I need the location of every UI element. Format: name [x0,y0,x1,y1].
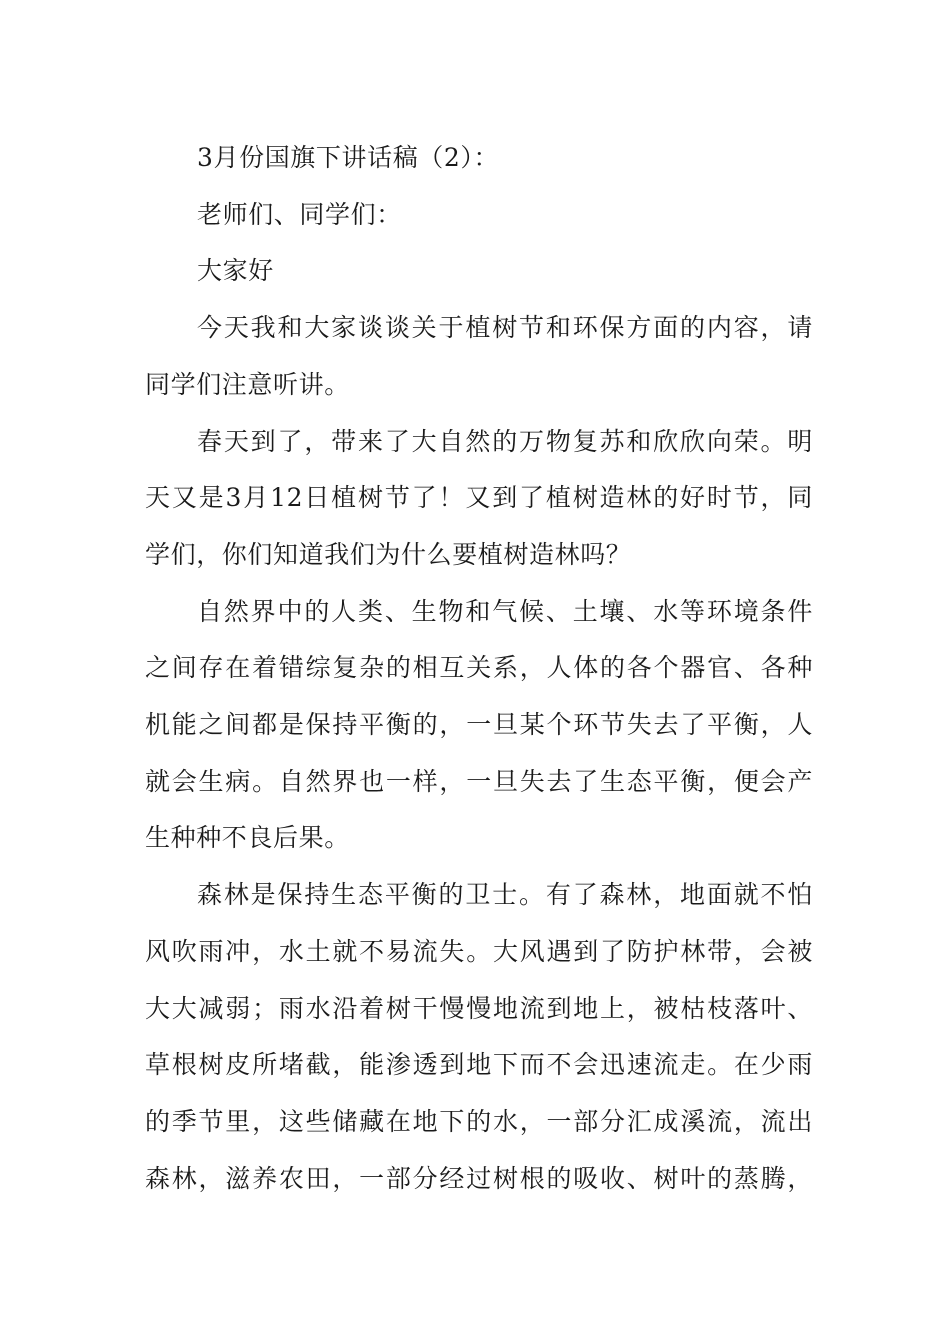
text-line: 老师们、同学们： [197,199,402,229]
text-line: 3月份国旗下讲话稿（2）： [197,143,500,172]
salutation [145,187,813,244]
paragraph-spring [145,414,813,584]
text-line: 之间存在着错综复杂的相互关系，人体的各个器官、各种 [145,653,813,683]
text-line: 风吹雨冲，水土就不易流失。大风遇到了防护林带，会被 [145,936,813,966]
document-body [145,130,813,1207]
text-line: 学们，你们知道我们为什么要植树造林吗？ [145,539,632,569]
text-line: 就会生病。自然界也一样，一旦失去了生态平衡，便会产 [145,766,813,796]
text-line: 的季节里，这些储藏在地下的水，一部分汇成溪流，流出 [145,1106,813,1136]
text-line: 春天到了，带来了大自然的万物复苏和欣欣向荣。明 [197,426,813,456]
text-line: 森林，滋养农田，一部分经过树根的吸收、树叶的蒸腾， [145,1163,813,1193]
paragraph-intro [145,300,813,413]
text-line: 天又是3月12日植树节了！又到了植树造林的好时节，同 [145,483,813,513]
text-line: 今天我和大家谈谈关于植树节和环保方面的内容，请 [197,313,813,343]
text-line: 大家好 [197,256,274,286]
text-line: 同学们注意听讲。 [145,369,350,399]
greeting [145,243,813,300]
text-line: 草根树皮所堵截，能渗透到地下而不会迅速流走。在少雨 [145,1050,813,1080]
text-line: 自然界中的人类、生物和气候、土壤、水等环境条件 [197,596,813,626]
paragraph-forest [145,867,813,1207]
speech-title [145,130,813,187]
text-line: 生种种不良后果。 [145,823,350,853]
text-line: 机能之间都是保持平衡的，一旦某个环节失去了平衡，人 [145,710,813,740]
paragraph-nature [145,584,813,868]
text-line: 森林是保持生态平衡的卫士。有了森林，地面就不怕 [197,880,813,910]
text-line: 大大减弱；雨水沿着树干慢慢地流到地上，被枯枝落叶、 [145,993,813,1023]
